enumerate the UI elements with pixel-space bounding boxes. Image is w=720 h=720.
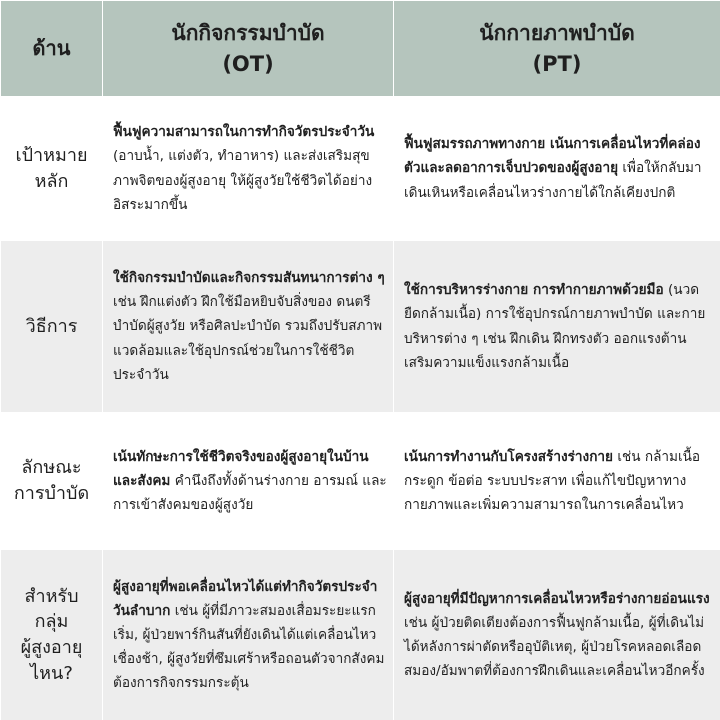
header-ot-abbr: (OT): [222, 51, 274, 76]
row-label-goal: เป้าหมาย หลัก: [1, 97, 103, 241]
ot-goal-cell: ฟื้นฟูความสามารถในการทำกิจวัตรประจำวัน (อาบน้ำ, แต่งตัว, ทำอาหาร) และส่งเสริมสุขภาพจิตของผู้สูงอายุ ให้ผู้สูงวัยใช้ชีวิตได้อย่างอิสระมากขึ้น: [103, 97, 394, 241]
pt-goal-cell: ฟื้นฟูสมรรถภาพทางกาย เน้นการเคลื่อนไหวที่คล่องตัวและลดอาการเจ็บปวดของผู้สูงอายุ เพื่อให้กลับมาเดินเหินหรือเคลื่อนไหวร่างกายได้ใกล้เคียงปกติ: [394, 97, 720, 241]
table-row: [1, 550, 720, 720]
row-label-method: วิธีการ: [1, 241, 103, 413]
table-row: [1, 413, 720, 550]
ot-target-cell: ผู้สูงอายุที่พอเคลื่อนไหวได้แต่ทำกิจวัตรประจำวันลำบาก เช่น ผู้ที่มีภาวะสมองเสื่อมระยะแรกเริ่ม, ผู้ป่วยพาร์กินสันที่ยังเดินได้แต่เคลื่อนไหวเชื่องช้า, ผู้สูงวัยที่ซึมเศร้าหรือถอนตัวจากสังคมต้องการกิจกรรมกระตุ้น: [103, 550, 394, 720]
row-label-target-group: สำหรับ กลุ่ม ผู้สูงอายุ ไหน?: [1, 550, 103, 720]
header-pt: [394, 1, 720, 97]
ot-method-cell: ใช้กิจกรรมบำบัดและกิจกรรมสันทนาการต่าง ๆ เช่น ฝึกแต่งตัว ฝึกใช้มือหยิบจับสิ่งของ ดนตรีบำบัดผู้สูงวัย หรือศิลปะบำบัด รวมถึงปรับสภาพแวดล้อมและใช้อุปกรณ์ช่วยในการใช้ชีวิตประจำวัน: [103, 241, 394, 413]
header-ot-title: นักกิจกรรมบำบัด: [171, 21, 325, 46]
header-aspect: ด้าน: [1, 1, 103, 97]
table-row: [1, 241, 720, 413]
pt-target-cell: ผู้สูงอายุที่มีปัญหาการเคลื่อนไหวหรือร่างกายอ่อนแรง เช่น ผู้ป่วยติดเตียงต้องการฟื้นฟูกล้ามเนื้อ, ผู้ที่เดินไม่ได้หลังการผ่าตัดหรืออุบัติเหตุ, ผู้ป่วยโรคหลอดเลือดสมอง/อัมพาตที่ต้องการฝึกเดินและเคลื่อนไหวอีกครั้ง: [394, 550, 720, 720]
ot-approach-cell: เน้นทักษะการใช้ชีวิตจริงของผู้สูงอายุในบ้านและสังคม คำนึงถึงทั้งด้านร่างกาย อารมณ์ และการเข้าสังคมของผู้สูงวัย: [103, 413, 394, 550]
row-label-approach: ลักษณะ การบำบัด: [1, 413, 103, 550]
pt-approach-cell: เน้นการทำงานกับโครงสร้างร่างกาย เช่น กล้ามเนื้อ กระดูก ข้อต่อ ระบบประสาท เพื่อแก้ไขปัญหาทางกายภาพและเพิ่มความสามารถในการเคลื่อนไหว: [394, 413, 720, 550]
header-ot: [103, 1, 394, 97]
header-pt-title: นักกายภาพบำบัด: [479, 21, 635, 46]
header-pt-abbr: (PT): [532, 51, 582, 76]
header-row: [1, 1, 720, 97]
table-row: [1, 97, 720, 241]
pt-method-cell: ใช้การบริหารร่างกาย การทำกายภาพด้วยมือ (นวด ยืดกล้ามเนื้อ) การใช้อุปกรณ์กายภาพบำบัด และกายบริหารต่าง ๆ เช่น ฝึกเดิน ฝึกทรงตัว ออกแรงต้าน เสริมความแข็งแรงกล้ามเนื้อ: [394, 241, 720, 413]
